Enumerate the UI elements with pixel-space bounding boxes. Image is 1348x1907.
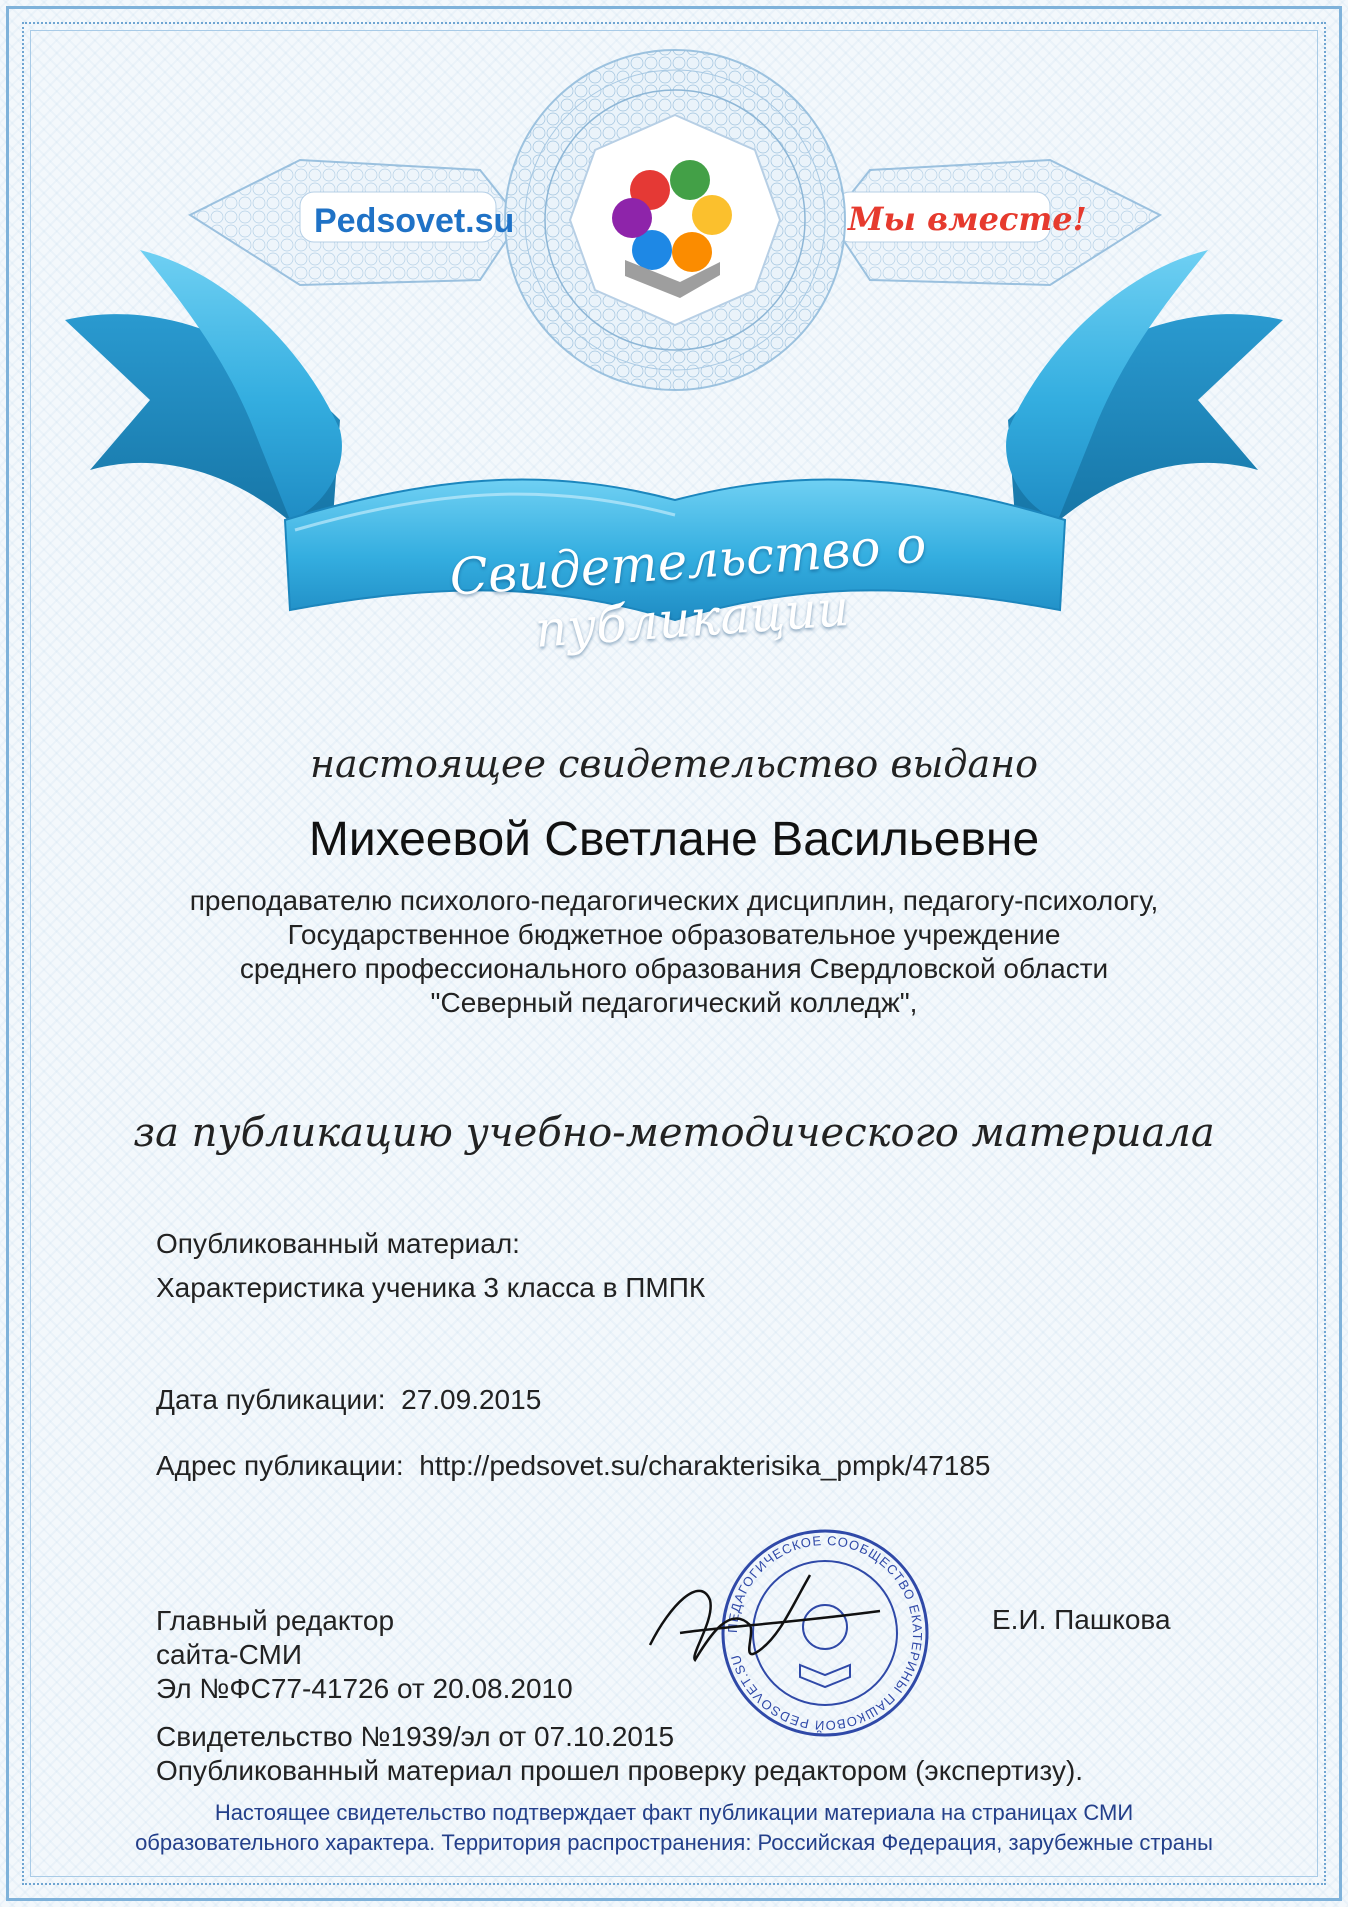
certificate-title: Свидетельство о публикации <box>447 515 929 659</box>
stamp-text: ПЕДАГОГИЧЕСКОЕ СООБЩЕСТВО ЕКАТЕРИНЫ ПАШКОВОЙ PEDSOVET.SU <box>724 1532 926 1734</box>
issued-line: настоящее свидетельство выдано <box>309 742 1039 786</box>
footer-line: образовательного характера. Территория распространения: Российская Федерация, зарубежные страны <box>135 1830 1213 1855</box>
recipient-name: Михеевой Светлане Васильевне <box>308 813 1040 866</box>
signature-stamp-area <box>640 1515 980 1745</box>
editor-block <box>156 1604 573 1706</box>
svg-text:ПЕДАГОГИЧЕСКОЕ СООБЩЕСТВО ЕКАТ <box>725 1533 925 1733</box>
publication-date <box>156 1384 541 1416</box>
editor-site: сайта-СМИ <box>156 1639 302 1670</box>
round-stamp-icon <box>723 1531 927 1735</box>
editor-name: Е.И. Пашкова <box>992 1604 1171 1635</box>
description-line: "Северный педагогический колледж", <box>430 987 918 1018</box>
material-label: Опубликованный материал: <box>156 1228 520 1259</box>
certificate-info <box>156 1720 1083 1788</box>
description-line: среднего профессионального образования Свердловской области <box>239 953 1109 984</box>
address-label: Адрес публикации: <box>156 1450 404 1481</box>
editor-registration: Эл №ФС77-41726 от 20.08.2010 <box>156 1673 573 1704</box>
footer-line: Настоящее свидетельство подтверждает факт публикации материала на страницах СМИ <box>214 1800 1134 1825</box>
expertise-note: Опубликованный материал прошел проверку редактором (экспертизу). <box>156 1755 1084 1786</box>
recipient-description <box>0 884 1348 1020</box>
description-line: Государственное бюджетное образовательное учреждение <box>287 919 1061 950</box>
footer-note <box>0 1798 1348 1858</box>
editor-title: Главный редактор <box>156 1605 395 1636</box>
publication-address <box>156 1450 991 1482</box>
pedsovet-logo-text: Pedsovet.su <box>314 202 515 240</box>
material-title: Характеристика ученика 3 класса в ПМПК <box>156 1272 706 1303</box>
date-value: 27.09.2015 <box>401 1384 542 1415</box>
description-line: преподавателю психолого-педагогических дисциплин, педагогу-психологу, <box>189 885 1159 916</box>
slogan-text: Мы вместе! <box>848 200 1087 238</box>
for-publication-line: за публикацию учебно-методического материала <box>133 1110 1215 1156</box>
certificate-number: Свидетельство №1939/эл от 07.10.2015 <box>156 1721 675 1752</box>
date-label: Дата публикации: <box>156 1384 386 1415</box>
address-link[interactable]: http://pedsovet.su/charakterisika_pmpk/47185 <box>419 1450 991 1481</box>
